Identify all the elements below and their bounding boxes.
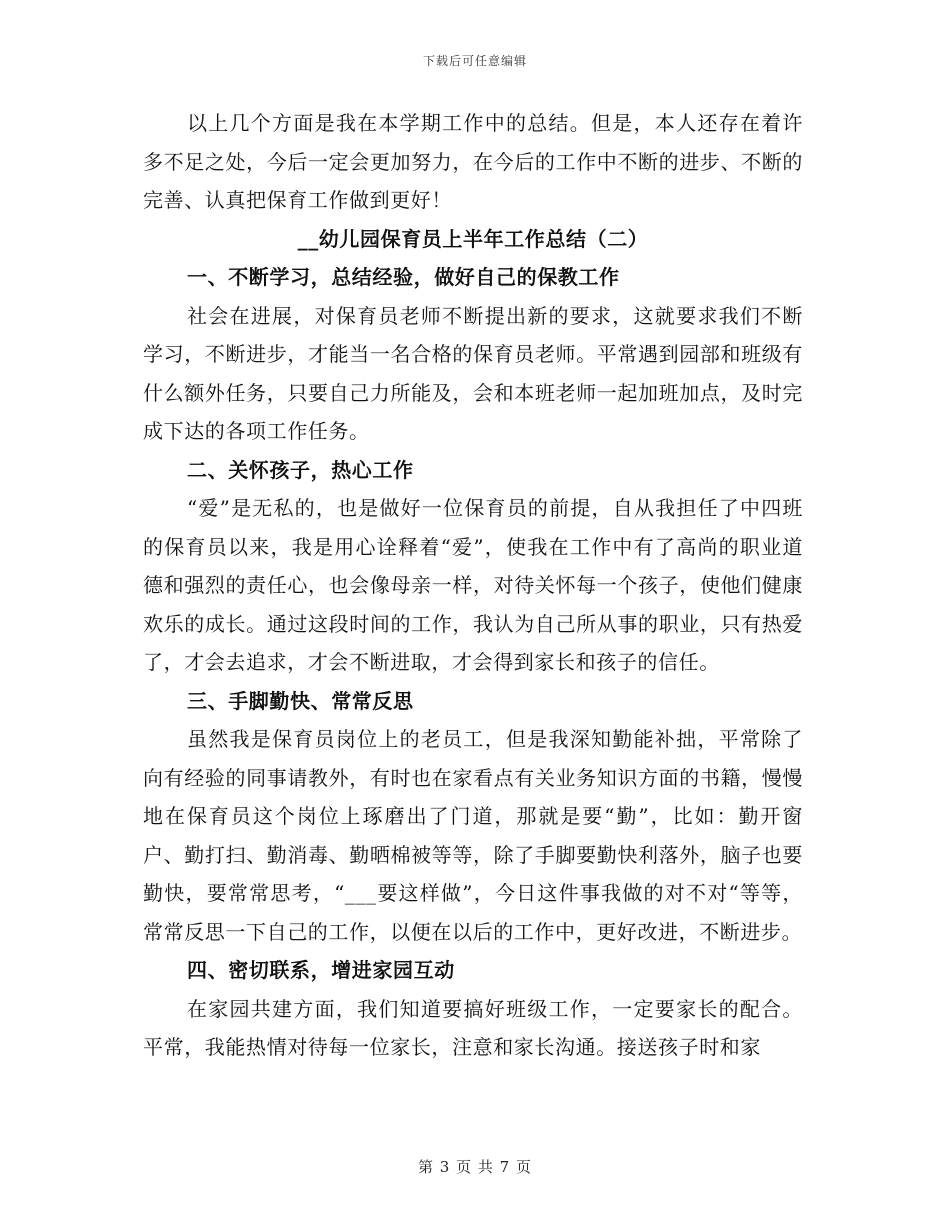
intro-paragraph: 以上几个方面是我在本学期工作中的总结。但是，本人还存在着许多不足之处，今后一定会更加努力，在今后的工作中不断的进步、不断的完善、认真把保育工作做到更好！: [143, 111, 803, 212]
section-paragraph-2: “爱”是无私的，也是做好一位保育员的前提，自从我担任了中四班的保育员以来，我是用心诠释着“爱”，使我在工作中有了高尚的职业道德和强烈的责任心，也会像母亲一样，对待关怀每一个孩子，使他们健康欢乐的成长。通过这段时间的工作，我认为自己所从事的职业，只有热爱了，才会去追求，才会不断进取，才会得到家长和孩子的信任。: [143, 496, 803, 674]
section-heading-1: 一、不断学习，总结经验，做好自己的保教工作: [187, 265, 620, 289]
page-header: 下载后可任意编辑: [422, 54, 527, 68]
section-paragraph-4: 在家园共建方面，我们知道要搞好班级工作，一定要家长的配合。平常，我能热情对待每一位家长，注意和家长沟通。接送孩子时和家: [143, 996, 803, 1059]
document-title: __幼儿园保育员上半年工作总结（二）: [297, 226, 649, 251]
section-heading-2: 二、关怀孩子，热心工作: [187, 457, 414, 482]
section-heading-4: 四、密切联系，增进家园互动: [187, 958, 455, 982]
section-heading-3: 三、手脚勤快、常常反思: [187, 688, 414, 713]
section-paragraph-1: 社会在进展，对保育员老师不断提出新的要求，这就要求我们不断学习，不断进步，才能当一名合格的保育员老师。平常遇到园部和班级有什么额外任务，只要自己力所能及，会和本班老师一起加班加点，及时完成下达的各项工作任务。: [143, 303, 803, 443]
section-paragraph-3: 虽然我是保育员岗位上的老员工，但是我深知勤能补拙，平常除了向有经验的同事请教外，有时也在家看点有关业务知识方面的书籍，慢慢地在保育员这个岗位上琢磨出了门道，那就是要“勤”，比如：勤开窗户、勤打扫、勤消毒、勤晒棉被等等，除了手脚要勤快利落外，脑子也要勤快，要常常思考，“___要这样做”，今日这件事我做的对不对“等等，常常反思一下自己的工作，以便在以后的工作中，更好改进，不断进步。: [143, 727, 803, 944]
document-body: [143, 104, 803, 1067]
page-number: 第 3 页 共 7 页: [418, 1158, 532, 1176]
